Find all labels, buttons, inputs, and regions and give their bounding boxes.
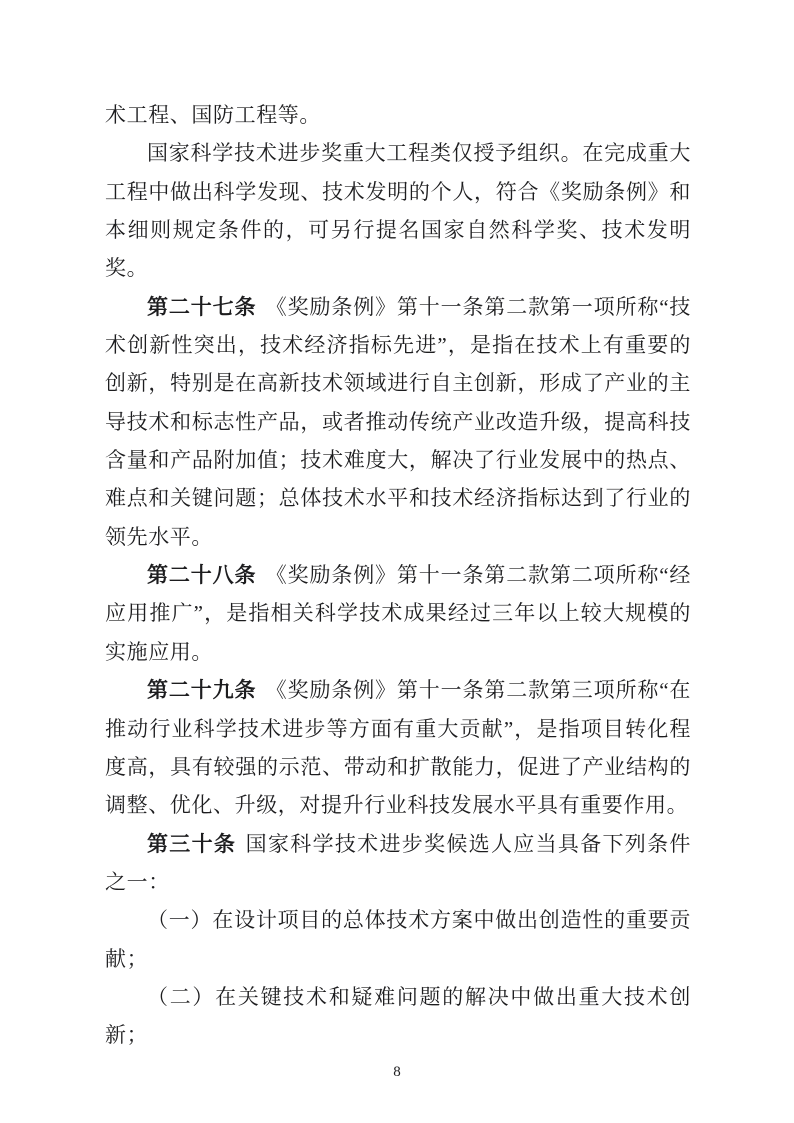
paragraph-text: 术工程、国防工程等。 — [105, 103, 321, 127]
article-number: 第二十九条 — [147, 678, 257, 703]
paragraph — [105, 901, 691, 978]
paragraph-text: 《奖励条例》第十一条第二款第二项所称“经应用推广”，是指相关科学技术成果经过三年以上较大规模的实施应用。 — [105, 563, 692, 664]
page-number: 8 — [393, 1064, 401, 1080]
paragraph-text: （一）在设计项目的总体技术方案中做出创造性的重要贡献； — [105, 908, 691, 971]
paragraph-text: （二）在关键技术和疑难问题的解决中做出重大技术创新； — [105, 984, 691, 1048]
paragraph — [105, 671, 691, 824]
article-number: 第三十条 — [147, 831, 237, 856]
paragraph-text: 《奖励条例》第十一条第二款第三项所称“在推动行业科学技术进步等方面有重大贡献”，是指项目转化程度高，具有较强的示范、带动和扩散能力，促进了产业结构的调整、优化、升级，对提升行业科技发展水平具有重要作用。 — [105, 678, 692, 818]
paragraph-text: 《奖励条例》第十一条第二款第一项所称“技术创新性突出，技术经济指标先进”，是指在技术上有重要的创新，特别是在高新技术领域进行自主创新，形成了产业的主导技术和标志性产品，或者推动传统产业改造升级，提高科技含量和产品附加值；技术难度大，解决了行业发展中的热点、难点和关键问题；总体技术水平和技术经济指标达到了行业的领先水平。 — [105, 294, 692, 549]
paragraph — [105, 288, 691, 556]
article-number: 第二十八条 — [147, 563, 257, 588]
page-footer — [0, 1063, 794, 1081]
paragraph — [105, 556, 691, 671]
paragraph — [105, 978, 691, 1055]
paragraph — [105, 134, 691, 287]
paragraph — [105, 825, 691, 902]
article-number: 第二十七条 — [147, 294, 257, 319]
paragraph-text: 国家科学技术进步奖候选人应当具备下列条件之一： — [105, 831, 692, 894]
paragraph-text: 国家科学技术进步奖重大工程类仅授予组织。在完成重大工程中做出科学发现、技术发明的个人，符合《奖励条例》和本细则规定条件的，可另行提名国家自然科学奖、技术发明奖。 — [105, 141, 691, 281]
document-body — [105, 96, 691, 1055]
paragraph — [105, 96, 691, 134]
